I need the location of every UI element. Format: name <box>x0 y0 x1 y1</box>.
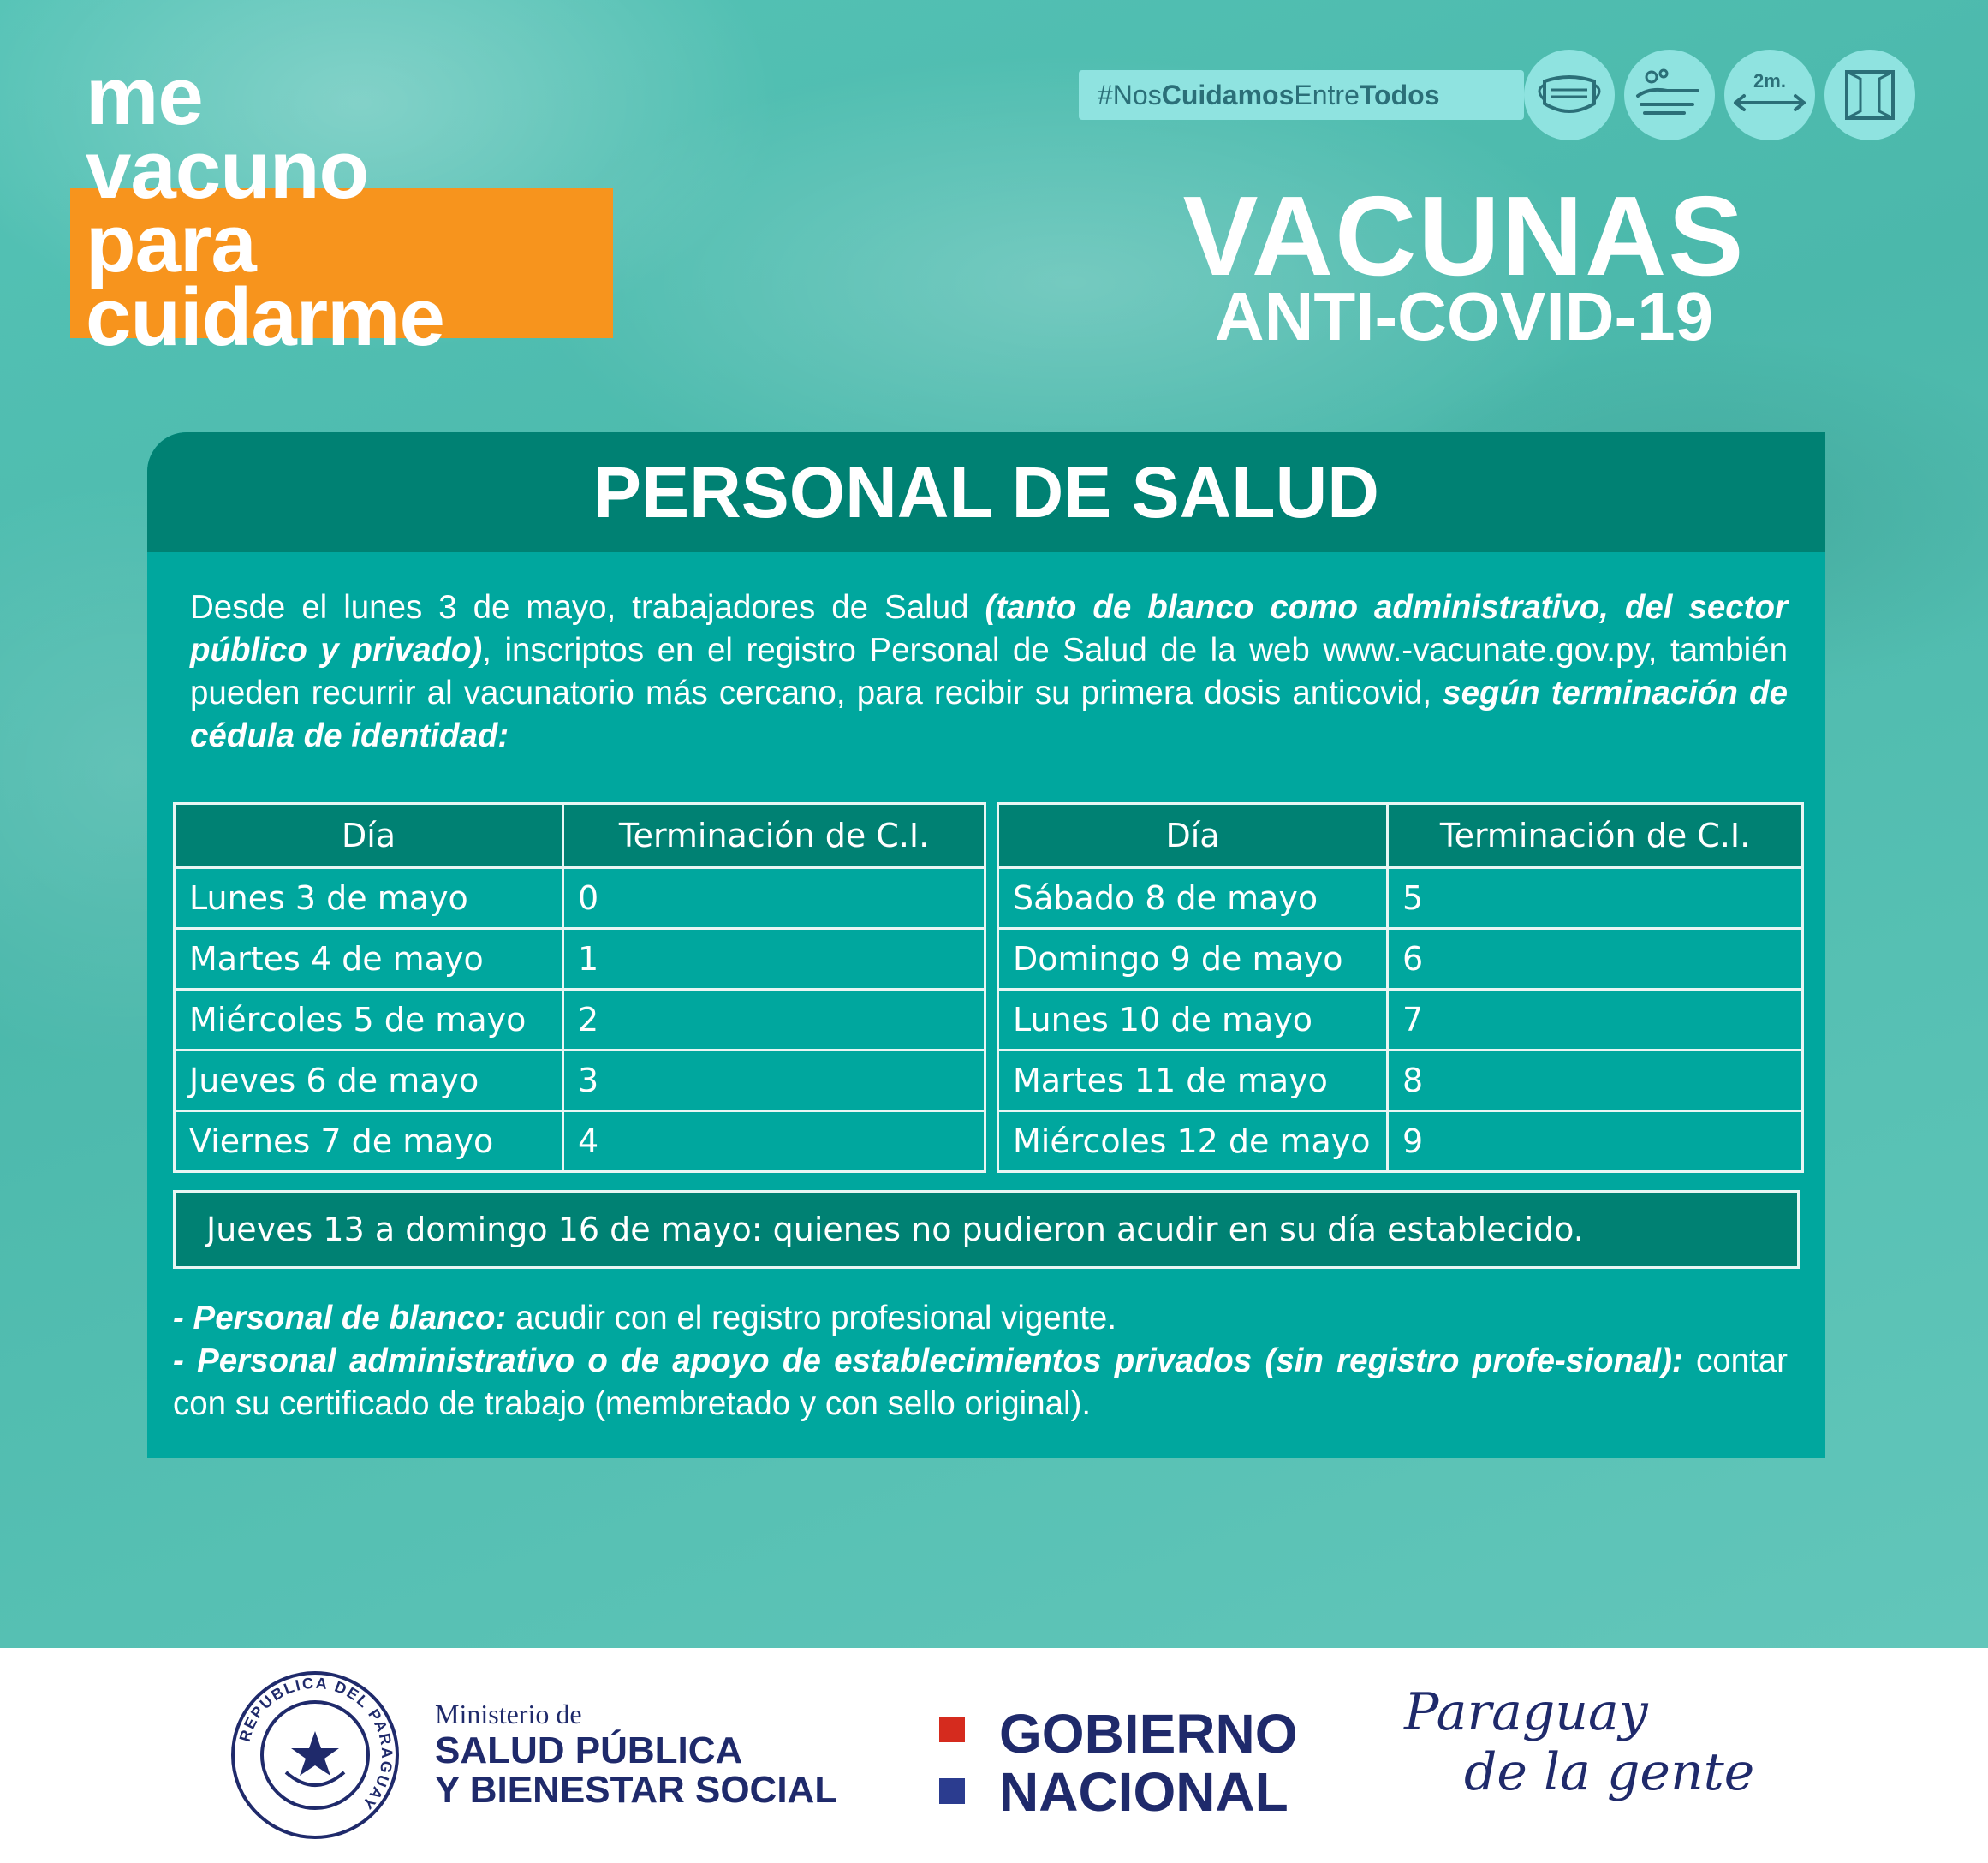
table-row <box>175 1051 985 1111</box>
slogan-line-4: cuidarme <box>86 271 444 363</box>
table-header-row <box>175 804 985 868</box>
ending-cell: 2 <box>563 990 985 1051</box>
paraguay-seal-logo <box>229 1670 401 1845</box>
hashtag-bold-1: Cuidamos <box>1161 80 1295 110</box>
day-cell: Martes 4 de mayo <box>175 929 563 990</box>
open-window-icon <box>1824 50 1915 140</box>
note-1-text: acudir con el registro profesional vigente. <box>506 1300 1117 1336</box>
day-cell: Jueves 6 de mayo <box>175 1051 563 1111</box>
ministry-line-2: Y BIENESTAR SOCIAL <box>435 1769 838 1811</box>
table-row <box>175 868 985 929</box>
ending-cell: 0 <box>563 868 985 929</box>
table-row <box>175 1111 985 1172</box>
hand-washing-icon <box>1624 50 1715 140</box>
header-day: Día <box>175 804 563 868</box>
note-2-label: - Personal administrativo o de apoyo de establecimientos privados (sin registro profe-sional): <box>173 1342 1683 1379</box>
late-vaccination-row: Jueves 13 a domingo 16 de mayo: quienes no pudieron acudir en su día establecido. <box>173 1190 1800 1269</box>
seal-text: REPUBLICA DEL PARAGUAY <box>235 1674 396 1814</box>
intro-part-4: según terminación de cédula de identidad: <box>190 675 1788 754</box>
hashtag-mid: Entre <box>1294 80 1360 110</box>
ministry-small-line: Ministerio de <box>435 1699 582 1729</box>
hashtag-banner <box>1079 70 1524 120</box>
face-mask-icon <box>1524 50 1615 140</box>
title-main: VACUNAS <box>1182 173 1746 299</box>
slogan-line-2: vacuno <box>86 124 369 216</box>
paraguay-de-la-gente-logo <box>1404 1682 1754 1802</box>
header-ending: Terminación de C.I. <box>563 804 985 868</box>
day-cell: Sábado 8 de mayo <box>998 868 1388 929</box>
title-sub: ANTI-COVID-19 <box>1214 278 1714 354</box>
paraguay-line-2: de la gente <box>1464 1742 1755 1802</box>
gob-line-2: NACIONAL <box>999 1761 1289 1823</box>
header-ending: Terminación de C.I. <box>1388 804 1803 868</box>
panel-heading: PERSONAL DE SALUD <box>147 432 1825 552</box>
info-panel <box>147 432 1825 1458</box>
table-row <box>175 990 985 1051</box>
ending-cell: 9 <box>1388 1111 1803 1172</box>
day-cell: Lunes 3 de mayo <box>175 868 563 929</box>
flag-red-square <box>939 1717 965 1742</box>
ending-cell: 8 <box>1388 1051 1803 1111</box>
ending-cell: 3 <box>563 1051 985 1111</box>
day-cell: Lunes 10 de mayo <box>998 990 1388 1051</box>
note-2-text: contar con su certificado de trabajo (membretado y con sello original). <box>173 1342 1788 1422</box>
hashtag-bold-2: Todos <box>1359 80 1440 110</box>
table-header-row <box>998 804 1803 868</box>
flag-blue-square <box>939 1778 965 1804</box>
intro-paragraph <box>190 586 1788 758</box>
table-row <box>998 929 1803 990</box>
day-cell: Domingo 9 de mayo <box>998 929 1388 990</box>
note-1 <box>173 1297 1788 1340</box>
table-row <box>998 1051 1803 1111</box>
day-cell: Miércoles 5 de mayo <box>175 990 563 1051</box>
footer <box>0 1648 1988 1863</box>
paraguay-line-1: Paraguay <box>1404 1682 1648 1742</box>
slogan-line-3: para <box>86 198 256 289</box>
notes-paragraph <box>173 1297 1788 1426</box>
slogan <box>86 51 444 363</box>
ministry-name <box>435 1697 837 1810</box>
schedule-table-right <box>997 802 1804 1173</box>
ending-cell: 4 <box>563 1111 985 1172</box>
day-cell: Miércoles 12 de mayo <box>998 1111 1388 1172</box>
ending-cell: 5 <box>1388 868 1803 929</box>
hashtag-prefix: #Nos <box>1098 80 1162 110</box>
note-1-label: - Personal de blanco: <box>173 1300 507 1336</box>
intro-part-3: , inscriptos en el registro Personal de Salud de la web www.-vacunate.gov.py, también pueden recurrir al vacunatorio más cercano, para recibir su primera dosis anticovid, <box>190 632 1788 711</box>
schedule-table-left <box>173 802 986 1173</box>
day-cell: Martes 11 de mayo <box>998 1051 1388 1111</box>
note-2 <box>173 1340 1788 1426</box>
gob-line-1: GOBIERNO <box>999 1703 1298 1765</box>
table-row <box>998 990 1803 1051</box>
table-row <box>998 1111 1803 1172</box>
table-row <box>175 929 985 990</box>
ending-cell: 1 <box>563 929 985 990</box>
distance-label: 2m. <box>1753 70 1786 92</box>
day-cell: Viernes 7 de mayo <box>175 1111 563 1172</box>
ending-cell: 7 <box>1388 990 1803 1051</box>
ministry-line-1: SALUD PÚBLICA <box>435 1729 743 1771</box>
slogan-line-1: me <box>86 51 203 142</box>
intro-part-1: Desde el lunes 3 de mayo, trabajadores de Salud <box>190 589 985 626</box>
ending-cell: 6 <box>1388 929 1803 990</box>
table-row <box>998 868 1803 929</box>
intro-part-2: (tanto de blanco como administrativo, del sector público y privado) <box>190 589 1788 669</box>
distance-icon <box>1724 50 1815 140</box>
header-day: Día <box>998 804 1388 868</box>
